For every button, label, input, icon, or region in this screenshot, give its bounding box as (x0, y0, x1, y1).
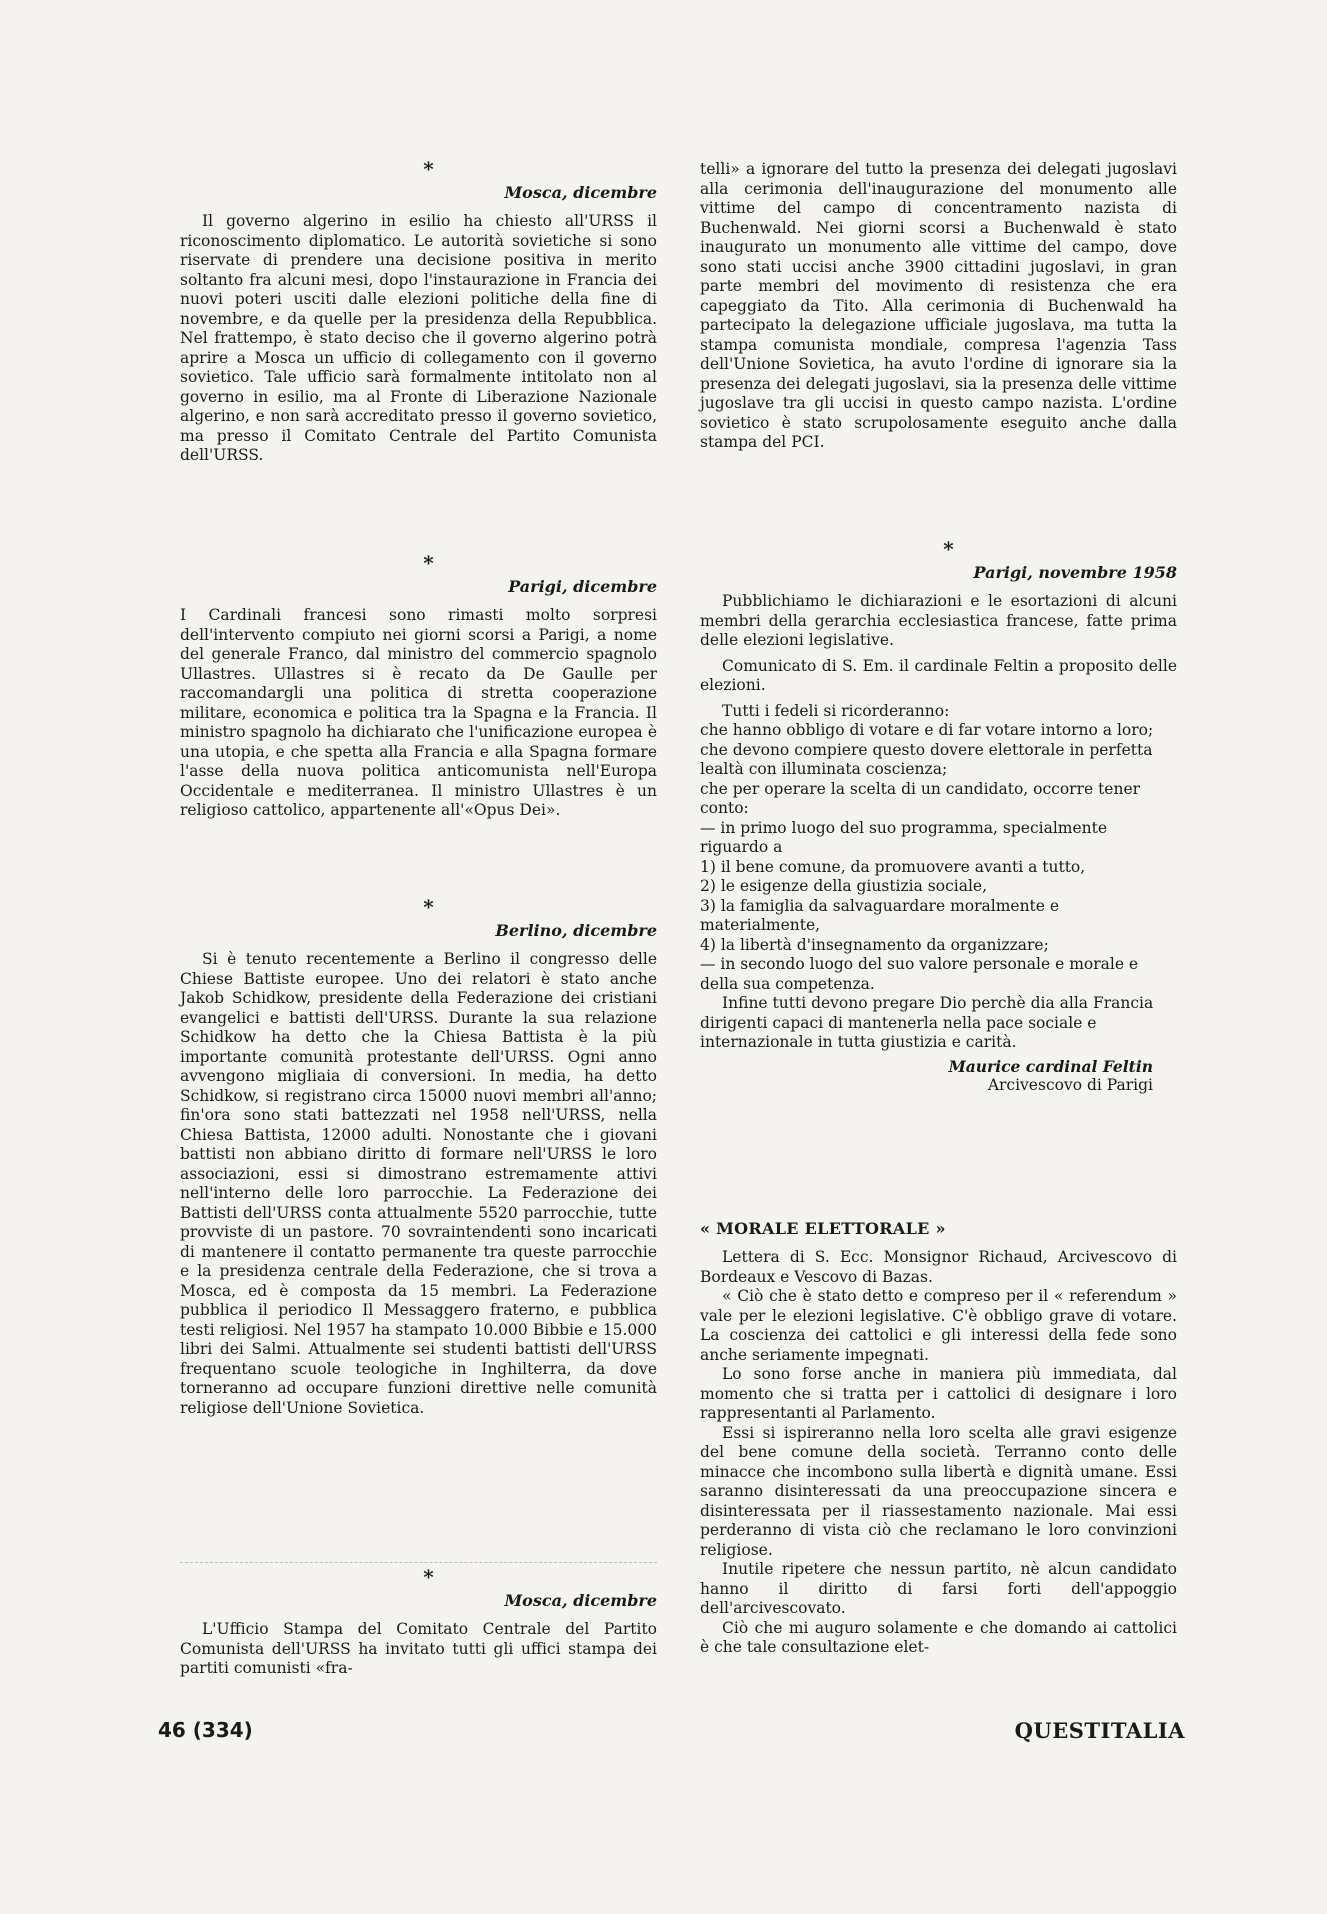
article-parigi-1 (180, 552, 657, 821)
page-number: 46 (334) (158, 1718, 253, 1742)
right-column (700, 0, 1177, 1700)
article-paragraph: telli» a ignorare del tutto la presenza dei delegati jugoslavi alla cerimonia dell'inaugurazione del monumento alle vittime del campo di concentramento nazista di Buchenwald. Nei giorni scorsi a Buchenwald è stato inaugurato un monumento alle vittime del campo, dove sono stati uccisi anche 3900 cittadini jugoslavi, in gran parte membri del movimento di resistenza che era capeggiato da Tito. Alla cerimonia di Buchenwald ha partecipato la delegazione ufficiale jugoslava, ma tutta la stampa comunista mondiale, compresa l'agenzia Tass dell'Unione Sovietica, ha avuto l'ordine di ignorare sia la presenza dei delegati jugoslavi, sia la presenza delle vittime jugoslave tra gli uccisi in questo campo nazista. L'ordine sovietico è stato scrupolosamente eseguito anche dalla stampa del PCI. (700, 160, 1177, 451)
article-morale-elettorale (700, 1218, 1177, 1658)
signature-name: Maurice cardinal Feltin (948, 1056, 1153, 1076)
list-item: 1) il bene comune, da promuovere avanti a tutto, (700, 857, 1086, 876)
article-parigi-2 (700, 538, 1177, 1096)
article-berlino (180, 896, 657, 1418)
intro-paragraph: Comunicato di S. Em. il cardinale Feltin a proposito delle elezioni. (700, 656, 1177, 694)
list-item: che devono compiere questo dovere elettorale in perfetta lealtà con illuminata coscienza; (700, 740, 1153, 778)
section-title: « MORALE ELETTORALE » (700, 1219, 946, 1238)
separator-asterisk: * (943, 537, 954, 561)
separator-asterisk: * (423, 1565, 434, 1589)
exhortation-list (700, 702, 1177, 1053)
list-item: 4) la libertà d'insegnamento da organizzare; (700, 935, 1049, 954)
article-paragraph: I Cardinali francesi sono rimasti molto sorpresi dell'intervento compiuto nei giorni scorsi a Parigi, a nome del generale Franco, dal ministro del commercio spagnolo Ullastres. Ullastres si è recato da De Gaulle per raccomandargli una politica di stretta cooperazione militare, economica e politica tra la Spagna e la Francia. Il ministro spagnolo ha dichiarato che l'unificazione europea è una utopia, e che spetta alla Francia e alla Spagna formare l'asse della nuova politica anticomunista nell'Europa Occidentale e mediterranea. Il ministro Ullastres è un religioso cattolico, appartenente all'«Opus Dei». (180, 606, 657, 819)
publication-name: QUESTITALIA (1014, 1718, 1185, 1743)
signature (700, 1057, 1177, 1096)
list-item: 3) la famiglia da salvaguardare moralmente e materialmente, (700, 896, 1060, 934)
article-mosca-2 (180, 1566, 657, 1679)
article-paragraph: Il governo algerino in esilio ha chiesto all'URSS il riconoscimento diplomatico. Le autorità sovietiche si sono riservate di prendere una decisione positiva in merito soltanto fra alcuni mesi, dopo l'instaurazione in Francia dei nuovi poteri usciti dalle elezioni politiche della fine di novembre, e da quelle per la presidenza della Repubblica. Nel frattempo, è stato deciso che il governo algerino potrà aprire a Mosca un ufficio di collegamento con il governo sovietico. Tale ufficio sarà formalmente intitolato non al governo in esilio, ma al Fronte di Liberazione Nazionale algerino, e non sarà accreditato presso il governo sovietico, ma presso il Comitato Centrale del Partito Comunista dell'URSS. (180, 212, 657, 464)
article-paragraph: Inutile ripetere che nessun partito, nè alcun candidato hanno il diritto di farsi forti dell'appoggio dell'arcivescovato. (700, 1560, 1177, 1617)
dateline: Mosca, dicembre (504, 183, 657, 202)
article-paragraph: L'Ufficio Stampa del Comitato Centrale del Partito Comunista dell'URSS ha invitato tutti gli uffici stampa dei partiti comunisti «fra- (180, 1620, 657, 1677)
article-paragraph: Essi si ispireranno nella loro scelta alle gravi esigenze del bene comune della società. Terranno conto delle minacce che incombono sulla libertà e dignità umane. Essi saranno disinteressati da una preoccupazione sincera e disinteressata per il riassestamento nazionale. Mai essi perderanno di vista ciò che reclamano le loro convinzioni religiose. (700, 1423, 1177, 1559)
list-item: — in secondo luogo del suo valore personale e morale e della sua competenza. (700, 955, 1139, 993)
list-item: Tutti i fedeli si ricorderanno: (722, 701, 950, 720)
separator-asterisk: * (423, 551, 434, 575)
column-divider-line (180, 1562, 657, 1563)
intro-paragraph: Pubblichiamo le dichiarazioni e le esortazioni di alcuni membri della gerarchia ecclesiastica francese, fatte prima delle elezioni legislative. (700, 592, 1177, 649)
article-paragraph: Lo sono forse anche in maniera più immediata, dal momento che si tratta per i cattolici di designare i loro rappresentanti al Parlamento. (700, 1365, 1177, 1422)
article-paragraph: Si è tenuto recentemente a Berlino il congresso delle Chiese Battiste europee. Uno dei relatori è stato anche Jakob Schidkow, presidente della Federazione dei cristiani evangelici e battisti dell'URSS. Durante la sua relazione Schidkow ha detto che la Chiesa Battista è la più importante comunità protestante dell'URSS. Ogni anno avvengono migliaia di conversioni. In media, ha detto Schidkow, si registrano circa 15000 nuovi membri all'anno; fin'ora sono stati battezzati nel 1958 nell'URSS, nella Chiesa Battista, 12000 adulti. Nonostante che i giovani battisti non abbiano diritto di formare nell'URSS le loro associazioni, essi si dimostrano estremamente attivi nell'interno delle loro parrocchie. La Federazione dei Battisti dell'URSS conta attualmente 5520 parrocchie, tutte provviste di un pastore. 70 sovraintendenti sono incaricati di mantenere il contatto permanente tra queste parrocchie e la presidenza centrale della Federazione, che si trova a Mosca, ed è composta da 15 membri. La Federazione pubblica il periodico Il Messaggero fraterno, e pubblica testi religiosi. Nel 1957 ha stampato 10.000 Bibbie e 15.000 libri dei Salmi. Attualmente sei studenti battisti dell'URSS frequentano scuole teologiche in Inghilterra, da dove torneranno ad occupare funzioni direttive nelle comunità religiose dell'Unione Sovietica. (180, 950, 657, 1417)
list-item: — in primo luogo del suo programma, specialmente riguardo a (700, 818, 1108, 856)
article-paragraph: Lettera di S. Ecc. Monsignor Richaud, Arcivescovo di Bordeaux e Vescovo di Bazas. (700, 1248, 1177, 1286)
article-paragraph: Ciò che mi auguro solamente e che domando ai cattolici è che tale consultazione elet- (700, 1618, 1177, 1656)
separator-asterisk: * (423, 895, 434, 919)
left-column (180, 0, 657, 1700)
dateline: Mosca, dicembre (504, 1591, 657, 1610)
list-item: 2) le esigenze della giustizia sociale, (700, 877, 988, 895)
list-item: che per operare la scelta di un candidato, occorre tener conto: (700, 779, 1141, 817)
list-item: che hanno obbligo di votare e di far votare intorno a loro; (700, 721, 1154, 739)
dateline: Parigi, dicembre (508, 577, 657, 596)
dateline: Parigi, novembre 1958 (973, 563, 1177, 582)
separator-asterisk: * (423, 157, 434, 181)
article-mosca-1 (180, 158, 657, 466)
article-continuation (700, 160, 1177, 453)
dateline: Berlino, dicembre (495, 921, 657, 940)
list-item: Infine tutti devono pregare Dio perchè dia alla Francia dirigenti capaci di mantenerla nella pace sociale e internazionale in tutta giustizia e carità. (700, 994, 1154, 1051)
signature-title: Arcivescovo di Parigi (987, 1076, 1153, 1094)
article-paragraph: « Ciò che è stato detto e compreso per il « referendum » vale per le elezioni legislative. C'è obbligo grave di votare. La coscienza dei cattolici e gli interessi della fede sono anche seriamente impegnati. (700, 1287, 1177, 1364)
